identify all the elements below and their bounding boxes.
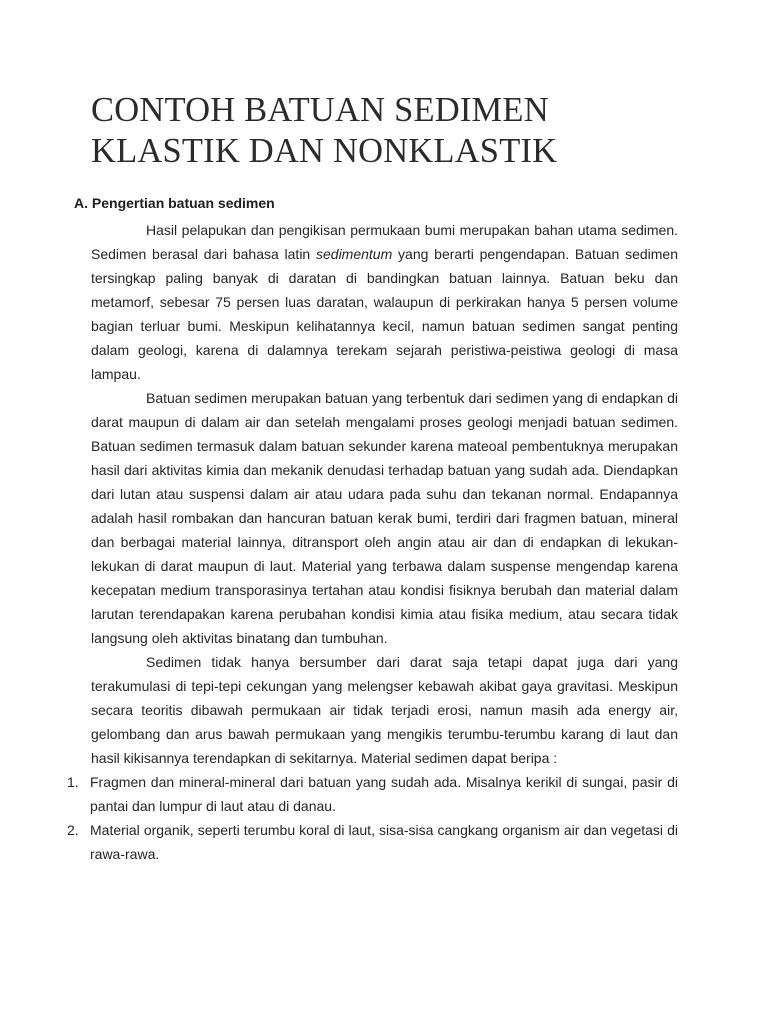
list-item-number: 2. — [67, 822, 79, 838]
title-line-1: CONTOH BATUAN SEDIMEN — [91, 91, 549, 129]
list-item-text: Fragmen dan mineral-mineral dari batuan yang sudah ada. Misalnya kerikil di sungai, pasir di pantai dan lumpur di laut atau di danau. — [90, 774, 678, 814]
list-item-number: 1. — [67, 774, 79, 790]
list-item — [67, 818, 678, 866]
list-item — [67, 770, 678, 818]
page-title — [91, 90, 651, 172]
paragraph-2: Batuan sedimen merupakan batuan yang terbentuk dari sedimen yang di endapkan di darat maupun di dalam air dan setelah mengalami proses geologi menjadi batuan sedimen. Batuan sedimen termasuk dalam batuan sekunder karena mateoal pembentuknya merupakan hasil dari aktivitas kimia dan mekanik denudasi terhadap batuan yang sudah ada. Diendapkan dari lutan atau suspensi dalam air atau udara pada suhu dan tekanan normal. Endapannya adalah hasil rombakan dan hancuran batuan kerak bumi, terdiri dari fragmen batuan, mineral dan berbagai material lainnya, ditransport oleh angin atau air dan di endapkan di lekukan-lekukan di darat maupun di laut. Material yang terbawa dalam suspense mengendap karena kecepatan medium transporasinya tertahan atau kondisi fisiknya berubah dan material dalam larutan terendapakan karena perubahan kondisi kimia atau fisika medium, atau secara tidak langsung oleh aktivitas binatang dan tumbuhan. — [91, 390, 678, 646]
paragraph-3: Sedimen tidak hanya bersumber dari darat saja tetapi dapat juga dari yang terakumulasi di tepi-tepi cekungan yang melengser kebawah akibat gaya gravitasi. Meskipun secara teoritis dibawah permukaan air tidak terjadi erosi, namun masih ada energy air, gelombang dan arus bawah permukaan yang mengikis terumbu-terumbu karang di laut dan hasil kikisannya terendapkan di sekitarnya. Material sedimen dapat beripa : — [91, 654, 678, 766]
material-list — [67, 770, 678, 866]
section-heading: A. Pengertian batuan sedimen — [74, 195, 275, 211]
list-item-text: Material organik, seperti terumbu koral di laut, sisa-sisa cangkang organism air dan vegetasi di rawa-rawa. — [90, 822, 678, 862]
title-line-2: KLASTIK DAN NONKLASTIK — [91, 132, 558, 170]
paragraph-1-text-a: Hasil pelapukan dan pengikisan permukaan bumi merupakan bahan utama sedimen. Sedimen berasal dari bahasa latin — [91, 222, 678, 262]
paragraph-1 — [91, 218, 678, 386]
paragraph-1-text-b: yang berarti pengendapan. Batuan sedimen tersingkap paling banyak di daratan di bandingkan batuan lainnya. Batuan beku dan metamorf, sebesar 75 persen luas daratan, walaupun di perkirakan hanya 5 persen volume bagian terluar bumi. Meskipun kelihatannya kecil, namun batuan sedimen sangat penting dalam geologi, karena di dalamnya terekam sejarah peristiwa-peistiwa geologi di masa lampau. — [91, 246, 678, 382]
paragraph-1-italic-term: sedimentum — [316, 246, 393, 262]
document-body — [67, 218, 678, 866]
